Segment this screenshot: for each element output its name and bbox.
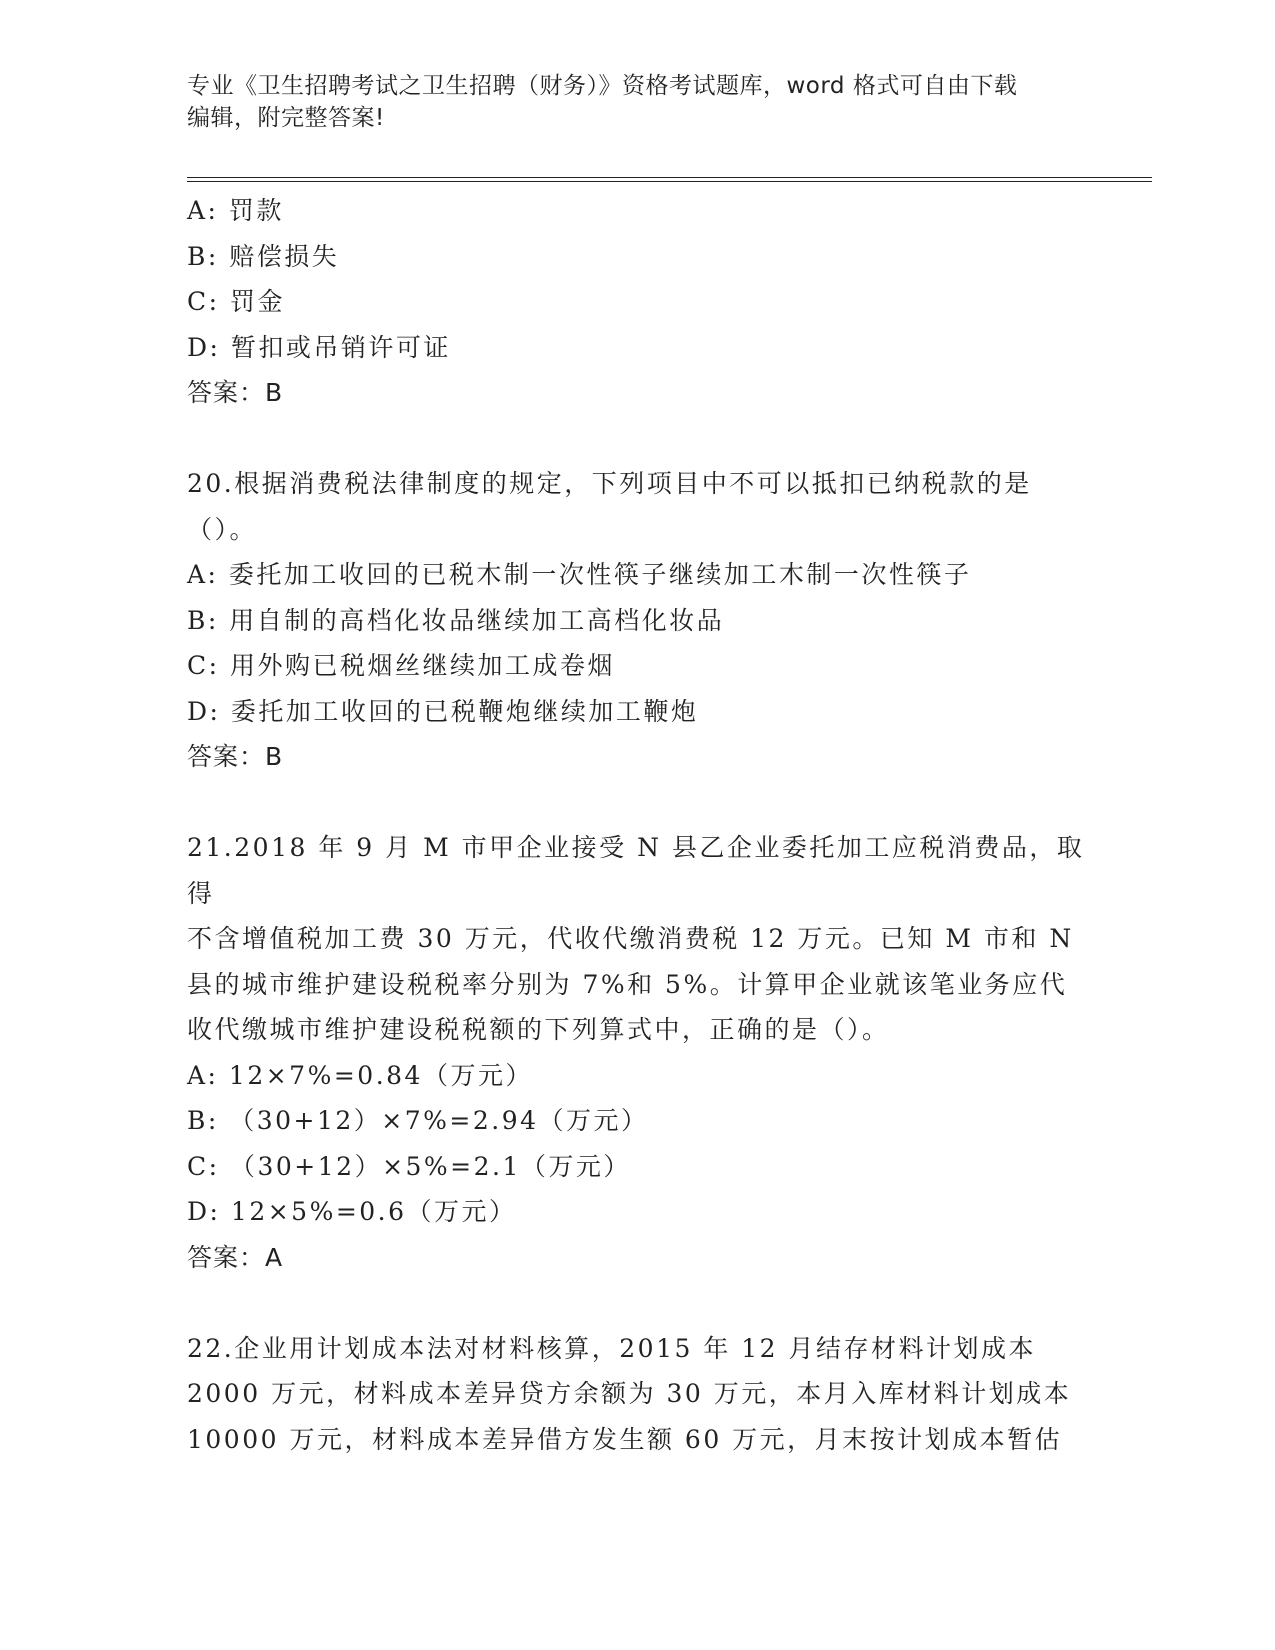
question-19 <box>187 188 1087 416</box>
question-22 <box>187 1326 1087 1463</box>
q20-option-b: B: 用自制的高档化妆品继续加工高档化妆品 <box>187 605 725 635</box>
question-21 <box>187 825 1087 1280</box>
q21-stem-line-2: 不含增值税加工费 30 万元，代收代缴消费税 12 万元。已知 M 市和 N <box>187 924 1074 953</box>
q19-option-a: A: 罚款 <box>187 196 284 225</box>
q20-option-d: D: 委托加工收回的已税鞭炮继续加工鞭炮 <box>187 696 699 726</box>
q19-option-c: C: 罚金 <box>187 287 285 316</box>
document-header <box>187 70 1067 134</box>
q22-stem-line-2: 2000 万元，材料成本差异贷方余额为 30 万元，本月入库材料计划成本 <box>187 1379 1072 1408</box>
q22-stem-line-1: 22.企业用计划成本法对材料核算，2015 年 12 月结存材料计划成本 <box>187 1333 1037 1363</box>
q21-option-a: A: 12×7%=0.84（万元） <box>187 1060 533 1090</box>
header-rule-bottom <box>187 181 1152 182</box>
q20-answer: 答案：B <box>187 742 284 771</box>
q22-stem-line-3: 10000 万元，材料成本差异借方发生额 60 万元，月末按计划成本暂估 <box>187 1424 1063 1454</box>
q21-stem-line-3: 县的城市维护建设税税率分别为 7%和 5%。计算甲企业就该笔业务应代 <box>187 969 1068 999</box>
q21-stem-line-4: 收代缴城市维护建设税税额的下列算式中，正确的是（）。 <box>187 1015 890 1044</box>
q20-stem-line-1: 20.根据消费税法律制度的规定，下列项目中不可以抵扣已纳税款的是 <box>187 469 1032 498</box>
header-line-1: 专业《卫生招聘考试之卫生招聘（财务）》资格考试题库，word 格式可自由下载 <box>187 73 1018 99</box>
q21-option-c: C: （30+12）×5%=2.1（万元） <box>187 1151 631 1181</box>
q19-option-d: D: 暂扣或吊销许可证 <box>187 332 451 362</box>
q21-answer: 答案：A <box>187 1242 284 1272</box>
header-line-2: 编辑，附完整答案! <box>187 105 385 131</box>
q21-stem-line-1: 21.2018 年 9 月 M 市甲企业接受 N 县乙企业委托加工应税消费品，取得 <box>187 833 1085 908</box>
q20-stem-line-2: （）。 <box>187 514 258 544</box>
q21-option-d: D: 12×5%=0.6（万元） <box>187 1197 517 1226</box>
question-20 <box>187 461 1087 780</box>
q20-option-a: A: 委托加工收回的已税木制一次性筷子继续加工木制一次性筷子 <box>187 560 972 589</box>
q21-option-b: B: （30+12）×7%=2.94（万元） <box>187 1106 649 1135</box>
q20-option-c: C: 用外购已税烟丝继续加工成卷烟 <box>187 651 615 680</box>
header-rule-top <box>187 177 1152 178</box>
q19-option-b: B: 赔偿损失 <box>187 241 340 271</box>
q19-answer: 答案：B <box>187 378 284 407</box>
question-content <box>187 188 1087 1462</box>
